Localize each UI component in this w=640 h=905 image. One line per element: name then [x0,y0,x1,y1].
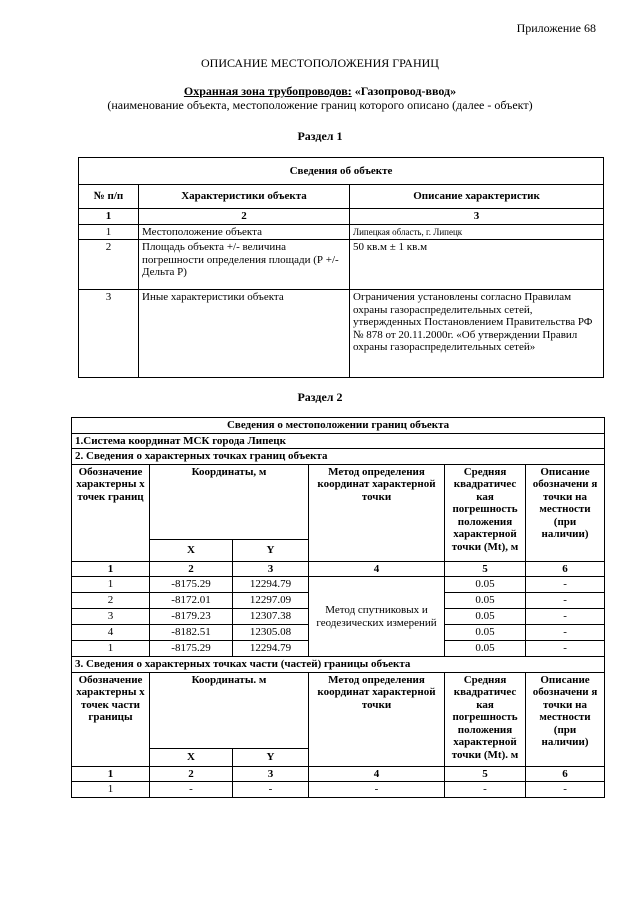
table-row [79,290,604,378]
col-number: 4 [309,766,445,782]
header-x: X [150,748,233,766]
col-number: 6 [526,766,605,782]
point-y: 12305.08 [233,625,309,641]
part-point-number: 1 [72,782,150,798]
point-number: 1 [72,577,150,593]
header-x: X [150,539,233,561]
header-characteristics: Характеристики объекта [139,185,350,209]
header-designation: Обозначение характерны х точек границ [72,464,150,561]
header-coordinates: Координаты, м [150,464,309,539]
point-number: 3 [72,609,150,625]
col-number: 3 [350,209,604,225]
col-number: 4 [309,561,445,577]
row-characteristic: Местоположение объекта [139,224,350,240]
header-method: Метод определения координат характерной точки [309,464,445,561]
method-value: Метод спутниковых и геодезических измерений [309,577,445,657]
coord-system: 1.Система координат МСК города Липецк [72,433,605,449]
point-accuracy: 0.05 [445,609,526,625]
point-x: -8179.23 [150,609,233,625]
point-x: -8182.51 [150,625,233,641]
header-y: Y [233,539,309,561]
point-number: 1 [72,641,150,657]
part-point-y: - [233,782,309,798]
subject-prefix: Охранная зона трубопроводов: [183,84,352,98]
point-description: - [526,577,605,593]
object-info-table [78,157,604,378]
part-point-accuracy: - [445,782,526,798]
point-x: -8175.29 [150,641,233,657]
row-number: 1 [79,224,139,240]
point-y: 12294.79 [233,641,309,657]
table-row [79,240,604,290]
header-y: Y [233,748,309,766]
point-description: - [526,625,605,641]
col-number: 6 [526,561,605,577]
col-number: 2 [150,766,233,782]
object-info-title: Сведения об объекте [79,158,604,185]
header-point-description: Описание обозначени я точки на местности (при наличии) [526,464,605,561]
point-accuracy: 0.05 [445,593,526,609]
point-accuracy: 0.05 [445,641,526,657]
appendix-label: Приложение 68 [516,21,596,35]
boundary-table-title: Сведения о местоположении границ объекта [72,418,605,434]
point-description: - [526,641,605,657]
point-y: 12307.38 [233,609,309,625]
point-y: 12297.09 [233,593,309,609]
part-point-method: - [309,782,445,798]
section2-title: Раздел 2 [297,390,343,404]
part3-title: 3. Сведения о характерных точках части (частей) границы объекта [72,657,605,673]
col-number: 1 [72,766,150,782]
part2-title: 2. Сведения о характерных точках границ объекта [72,449,605,465]
subject-name: «Газопровод-ввод» [351,84,457,98]
boundary-table [71,417,605,798]
point-y: 12294.79 [233,577,309,593]
table-row [72,782,605,798]
col-number: 5 [445,561,526,577]
table-row [72,577,605,593]
header-designation: Обозначение характерны х точек части границы [72,672,150,766]
header-accuracy: Средняя квадратичес кая погрешность положения характерной точки (Mt). м [445,672,526,766]
col-number: 2 [139,209,350,225]
col-number: 3 [233,766,309,782]
document-title: ОПИСАНИЕ МЕСТОПОЛОЖЕНИЯ ГРАНИЦ [201,56,439,70]
section1-title: Раздел 1 [297,129,343,143]
row-number: 3 [79,290,139,378]
col-number: 1 [72,561,150,577]
point-x: -8175.29 [150,577,233,593]
col-number: 3 [233,561,309,577]
col-number: 5 [445,766,526,782]
point-accuracy: 0.05 [445,577,526,593]
col-number: 1 [79,209,139,225]
row-description: 50 кв.м ± 1 кв.м [350,240,604,290]
row-number: 2 [79,240,139,290]
point-number: 4 [72,625,150,641]
row-description: Липецкая область, г. Липецк [350,224,604,240]
part-point-x: - [150,782,233,798]
header-coordinates: Координаты. м [150,672,309,748]
subject-note: (наименование объекта, местоположение границ которого описано (далее - объект) [107,98,533,112]
object-subject [0,84,640,99]
header-number: № п/п [79,185,139,209]
header-accuracy: Средняя квадратичес кая погрешность положения характерной точки (Mt), м [445,464,526,561]
row-description: Ограничения установлены согласно Правилам охраны газораспределительных сетей, утвержденных Постановлением Правительства РФ № 878 от 20.11.2000г. «Об утверждении Правил охраны газораспределительных сетей» [350,290,604,378]
point-number: 2 [72,593,150,609]
point-description: - [526,593,605,609]
point-x: -8172.01 [150,593,233,609]
table-row [79,224,604,240]
col-number: 2 [150,561,233,577]
part-point-description: - [526,782,605,798]
header-point-description: Описание обозначени я точки на местности (при наличии) [526,672,605,766]
row-characteristic: Площадь объекта +/- величина погрешности определения площади (Р +/- Дельта Р) [139,240,350,290]
header-method: Метод определения координат характерной точки [309,672,445,766]
header-description: Описание характеристик [350,185,604,209]
point-accuracy: 0.05 [445,625,526,641]
row-characteristic: Иные характеристики объекта [139,290,350,378]
point-description: - [526,609,605,625]
